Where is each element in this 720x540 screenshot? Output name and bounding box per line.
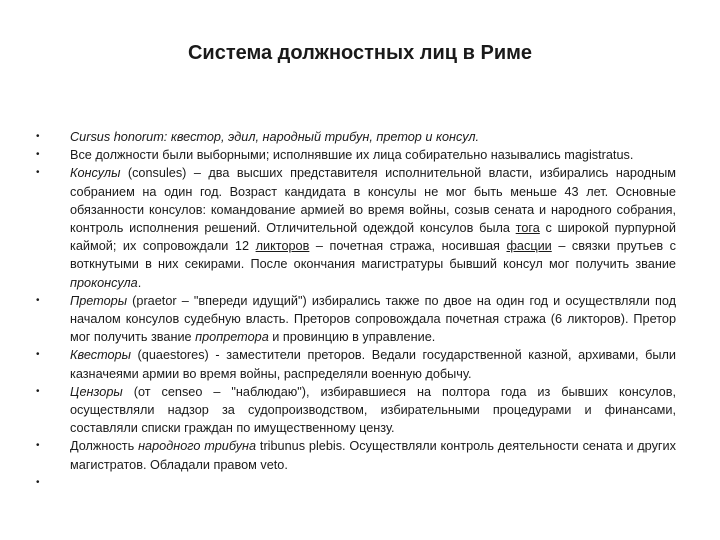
- bullet-icon: •: [36, 294, 40, 306]
- item-text: .: [137, 275, 142, 290]
- bullet-icon: •: [36, 149, 40, 161]
- slide-title: Система должностных лиц в Риме: [187, 42, 533, 64]
- item-text: Должность: [70, 439, 139, 454]
- item-text: с широкой пурпурной каймой; их сопровождали 12: [70, 221, 676, 254]
- term-quaestors: Квесторы: [70, 348, 131, 363]
- item-text: – связки прутьев с воткнутыми в них секирами. После окончания магистратуры бывший консул мог получить звание: [70, 239, 676, 272]
- bullet-icon: •: [36, 131, 40, 142]
- item-text: (quaestores) - заместители преторов. Ведали государственной казной, архивами, были казначеями армии во время войны, распределяли военную добычу.: [70, 348, 676, 381]
- list-item-quaestors: [36, 346, 676, 382]
- link-fasces[interactable]: фасции: [506, 239, 552, 254]
- item-text: – почетная стража, носившая: [309, 239, 507, 254]
- bullet-icon: •: [36, 476, 40, 488]
- list-item-consuls: [36, 164, 676, 291]
- bullet-icon: •: [36, 167, 40, 179]
- cursus-honorum-text: Cursus honorum: квестор, эдил, народный трибун, претор и консул.: [70, 130, 480, 144]
- item-text: (от censeo – "наблюдаю"), избиравшиеся на полтора года из бывших консулов, осуществляли надзор за судопроизводством, избирательными процедурами и финансами, составляли списки граждан по имущественному цензу.: [70, 384, 676, 436]
- bullet-icon: •: [36, 440, 40, 452]
- list-item-praetors: [36, 292, 676, 347]
- list-item-censors: [36, 383, 676, 438]
- link-lictors[interactable]: ликторов: [255, 239, 310, 254]
- list-item-cursus-honorum: [36, 128, 676, 146]
- item-text: Все должности были выборными; исполнявшие их лица собирательно назывались magistratus.: [70, 148, 634, 163]
- item-text: (consules) – два высших представителя исполнительной власти, избирались народным собранием на один год. Возраст кандидата в консулы не мог быть меньше 43 лет. Основные обязанности консулов: командование армией во время войны, созыв сената и народного собрания, контроль исполнения решений. Отличительной одеждой консулов была: [70, 166, 676, 236]
- term-censors: Цензоры: [70, 384, 123, 399]
- item-text: tribunus plebis. Осуществляли контроль деятельности сената и других магистратов. Обладали правом veto.: [70, 439, 676, 472]
- term-proconsul: проконсула: [70, 275, 138, 290]
- bullet-list: [36, 128, 676, 492]
- list-item-tribune: [36, 437, 676, 473]
- item-text: (praetor – "впереди идущий") избирались также по двое на один год и осуществляли под началом консулов судебную власть. Преторов сопровождала почетная стража (6 ликторов). Претор мог получить звание: [70, 293, 676, 345]
- term-praetors: Преторы: [70, 293, 128, 308]
- term-tribune: народного трибуна: [138, 439, 257, 454]
- list-item-empty: [36, 474, 676, 492]
- list-item-elected-offices: [36, 146, 676, 164]
- bullet-icon: •: [36, 349, 40, 361]
- term-consuls: Консулы: [70, 166, 121, 181]
- term-propraetor: пропретора: [195, 330, 269, 345]
- bullet-icon: •: [36, 385, 40, 397]
- item-text: и провинцию в управление.: [268, 330, 436, 345]
- link-toga[interactable]: тога: [515, 221, 540, 236]
